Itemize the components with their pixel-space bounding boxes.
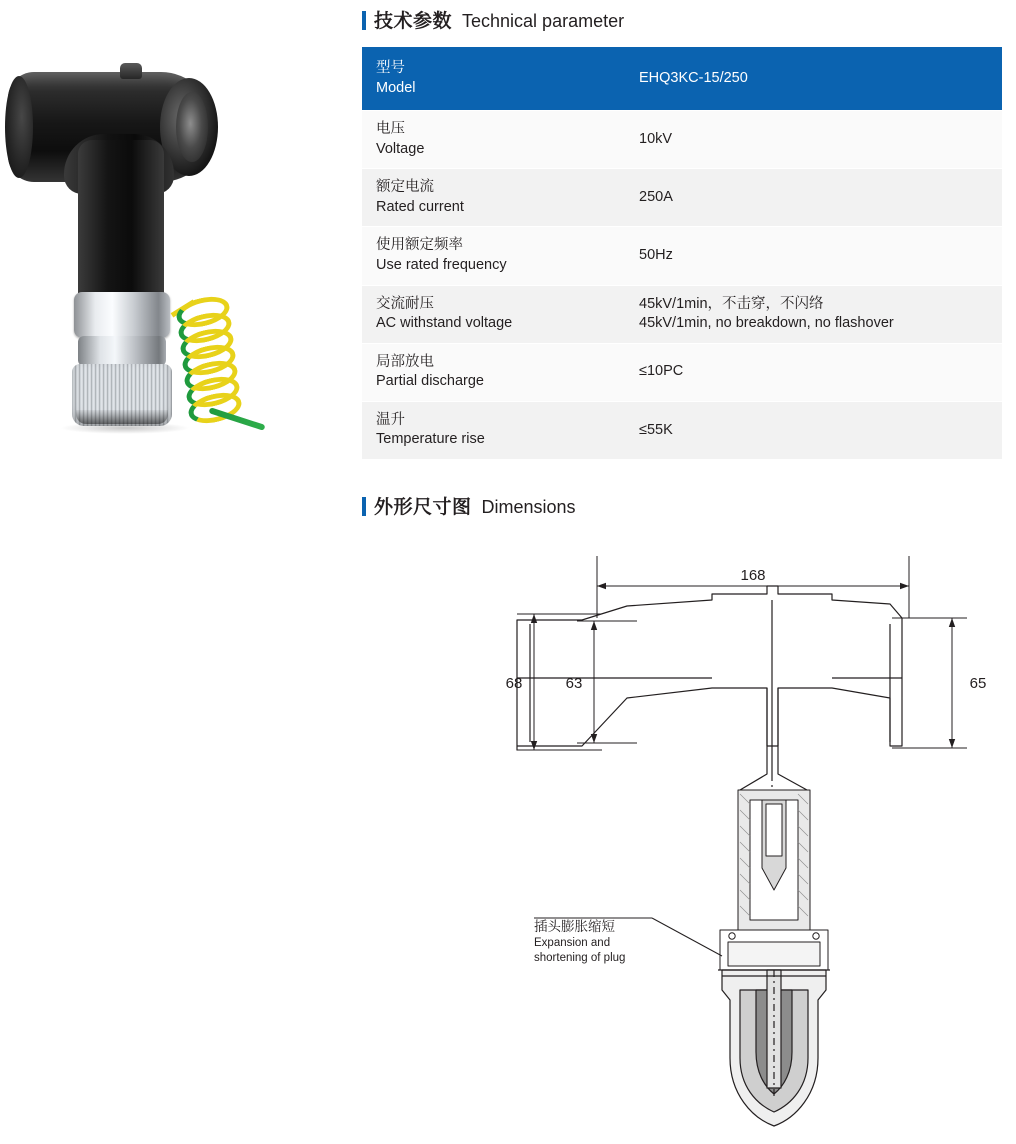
plug-expansion-annotation [534, 918, 654, 965]
table-cell-label [362, 343, 625, 401]
metal-collar-middle [78, 336, 166, 366]
earth-lead-coil [168, 288, 268, 438]
dimension-value-168: 168 [740, 567, 766, 584]
value-line1: 10kV [639, 130, 673, 147]
product-photo-stage [0, 30, 300, 430]
label-cn: 使用额定频率 [376, 237, 463, 254]
table-cell-value [625, 343, 1002, 401]
dimension-line-65 [892, 618, 967, 748]
table-row [362, 401, 1002, 459]
heading-accent-bar [362, 497, 366, 516]
annotation-en-line1: Expansion and [534, 937, 611, 950]
connector-barrel-bore [176, 92, 208, 162]
table-cell-value [625, 47, 1002, 111]
dimension-value-68: 68 [505, 675, 523, 692]
value-line1: 45kV/1min，不击穿，不闪络 [639, 295, 824, 312]
dimension-line-168 [597, 556, 909, 618]
value-line1: 50Hz [639, 247, 673, 264]
table-row [362, 169, 1002, 227]
dimension-value-65: 65 [969, 675, 987, 692]
value-line1: 250A [639, 189, 673, 206]
label-en: Partial discharge [376, 373, 484, 390]
annotation-en-line2: shortening of plug [534, 951, 626, 964]
table-row [362, 343, 1002, 401]
value-line2: 45kV/1min, no breakdown, no flashover [639, 315, 894, 332]
technical-parameter-section [362, 0, 1016, 460]
table-cell-value [625, 169, 1002, 227]
connector-barrel-cap [5, 76, 33, 178]
connector-neck [78, 140, 164, 300]
label-en: Temperature rise [376, 431, 485, 448]
table-row [362, 285, 1002, 343]
product-photo [0, 0, 340, 440]
table-cell-label [362, 111, 625, 169]
label-cn: 温升 [376, 411, 405, 428]
value-line1: EHQ3KC-15/250 [639, 69, 748, 86]
table-cell-label [362, 227, 625, 285]
label-cn: 电压 [376, 121, 405, 138]
label-cn: 交流耐压 [376, 295, 434, 312]
label-cn: 局部放电 [376, 353, 434, 370]
table-row [362, 111, 1002, 169]
dimension-drawing [422, 538, 1016, 1144]
plug-body-section [738, 790, 810, 930]
table-row [362, 47, 1002, 111]
dimension-value-63: 63 [565, 675, 583, 692]
label-en: Voltage [376, 140, 425, 157]
dimensions-section [362, 478, 1016, 1144]
dimensions-heading-cn: 外形尺寸图 [374, 497, 472, 518]
flange-plate [720, 930, 828, 970]
dimensions-heading [362, 492, 576, 519]
product-photo-shadow [60, 422, 190, 434]
label-cn: 型号 [376, 60, 405, 76]
connector-test-point-nub [120, 63, 142, 79]
dimensions-heading-en: Dimensions [481, 497, 576, 517]
cable-boot-section [718, 970, 830, 1126]
label-en: AC withstand voltage [376, 315, 513, 332]
table-cell-label [362, 401, 625, 459]
label-en: Use rated frequency [376, 256, 507, 273]
label-en: Rated current [376, 198, 464, 215]
table-cell-value [625, 111, 1002, 169]
table-cell-label [362, 47, 625, 111]
table-cell-value [625, 227, 1002, 285]
metal-collar-upper [74, 292, 170, 338]
table-cell-label [362, 285, 625, 343]
table-row [362, 227, 1002, 285]
dimension-line-63 [577, 621, 637, 743]
table-cell-value [625, 401, 1002, 459]
table-cell-value [625, 285, 1002, 343]
value-line1: ≤55K [639, 421, 673, 438]
table-cell-label [362, 169, 625, 227]
technical-parameter-table [362, 47, 1002, 460]
elbow-body-outline [517, 586, 902, 750]
label-cn: 额定电流 [376, 179, 434, 196]
technical-parameter-heading-cn: 技术参数 [374, 11, 453, 32]
heading-accent-bar [362, 11, 366, 30]
technical-parameter-heading-en: Technical parameter [462, 11, 625, 31]
label-en: Model [376, 79, 416, 96]
annotation-cn: 插头膨胀缩短 [534, 919, 615, 934]
metal-collar-knurled [72, 364, 172, 426]
technical-parameter-heading [362, 6, 1016, 33]
value-line1: ≤10PC [639, 363, 684, 380]
